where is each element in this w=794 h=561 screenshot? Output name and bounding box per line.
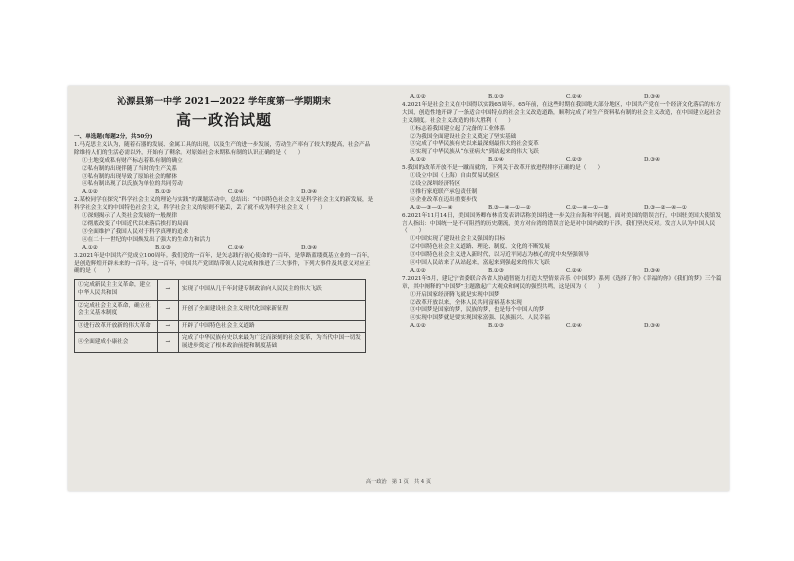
question-1 — [74, 142, 374, 197]
arrow-icon: → — [157, 280, 178, 300]
question-3-choices — [402, 94, 722, 102]
paper-title: 高一政治试题 — [175, 111, 272, 129]
choice-a: A.①② — [82, 189, 98, 196]
question-stem: 7.2021年5月，建记宁省委联合各省人协通智能力打造大型情景音乐《中国梦》系列《选择了你》《幸福的你》《我们的梦》三个篇章，其中阐释的“中国梦”主题激起广大观众和网民的强烈共鸣，这是因为（ ） — [402, 275, 722, 290]
table-row — [75, 333, 366, 353]
statement-option: ①土地变成私有财产标志着私有制的确立 — [82, 157, 183, 164]
question-2 — [74, 197, 374, 252]
choice-b: B.①③ — [488, 267, 504, 274]
answer-choices — [402, 205, 722, 213]
question-3 — [74, 253, 374, 354]
choice-c: C.②③ — [566, 157, 582, 164]
choice-d: D.③④ — [644, 94, 661, 100]
question-stem: 2.某校同学在探究“科学社会主义的理论与实践”的课题活动中，总结出：“中国特色社会主义是科学社会主义的新发展，是科学社会主义的中国特色社会主义，科学社会主义的原则不能丢，丢了就不成为科学社会主义（ ） — [74, 197, 374, 212]
choice-a: A.①② — [410, 267, 426, 274]
answer-choices — [74, 245, 374, 253]
table-row — [75, 320, 366, 333]
question-5 — [402, 165, 722, 212]
choice-c: C.②④ — [228, 244, 244, 251]
choice-d: D.③④ — [301, 244, 318, 251]
table-row — [75, 300, 366, 320]
question-stem: 5.我国的改革开放不是一蹴而就的，下列关于改革开放进程排序正确的是（ ） — [402, 165, 604, 172]
statement-option: ②彻底改变了中国近代以来落后挨打的局面 — [82, 220, 189, 227]
statement-option: ④私有制出现了以氏族为单位的共同劳动 — [82, 181, 183, 188]
meaning-cell: 完成了中华民族有史以来最为广泛而深刻的社会变革，为当代中国一切发展进步奠定了根本政治前提和制度基础 — [178, 333, 365, 353]
choice-c: C.②④ — [566, 267, 582, 274]
question-4 — [402, 102, 722, 165]
statement-option: ②私有制的出现伴随了当时的生产关系 — [82, 165, 178, 172]
statement-option: ④企业改革在迈出重要步伐 — [410, 196, 478, 203]
choice-a: A.②—③—①—④ — [410, 204, 453, 211]
event-cell: ②完成社会主义革命，确立社会主义基本制度 — [75, 300, 158, 320]
statement-option: ④中国人民站来了从站起来，富起来到强起来的伟大飞跃 — [410, 260, 550, 267]
choice-a: A.①② — [410, 323, 426, 330]
choice-b: B.①③ — [488, 323, 504, 330]
choice-a: A.①② — [82, 244, 98, 251]
statement-option: ②设立深圳经济特区 — [410, 180, 461, 187]
choice-a: A.①② — [410, 157, 426, 164]
right-column — [402, 94, 722, 331]
exam-paper — [68, 86, 729, 491]
choice-b: B.①③ — [155, 244, 171, 251]
choice-d: D.③④ — [644, 323, 661, 330]
section-heading: 一、单选题(每题2分，共50分) — [74, 134, 153, 140]
event-cell: ①完成新民主主义革命，建立中华人民共和国 — [75, 280, 158, 300]
choice-b: B.①④ — [488, 157, 504, 164]
statement-option: ③中国梦是国家的梦，民族的梦，也是每个中国人的梦 — [410, 307, 545, 314]
event-cell: ③进行改革开放新的伟大革命 — [75, 320, 158, 333]
statement-option: ④在二十一世纪的中国焕发出了强大的生命力和活力 — [82, 236, 211, 243]
choice-c: C.②④ — [566, 323, 582, 330]
choice-d: D.③—②—④—① — [644, 204, 687, 211]
choice-b: B.①③ — [155, 189, 171, 196]
choice-a: A.①② — [410, 94, 426, 100]
statement-option: ①设立中国（上海）自由贸易试验区 — [410, 173, 500, 180]
choice-d: D.③④ — [644, 157, 661, 164]
event-cell: ④全面建成小康社会 — [75, 333, 158, 353]
statement-option: ③全面维护了我国人民对于科学真理的追求 — [82, 228, 189, 235]
question-7 — [402, 276, 722, 331]
choice-d: D.③④ — [644, 267, 661, 274]
statement-option: ③私有制的出现导致了原始社会的解体 — [82, 173, 178, 180]
meaning-cell: 实现了中国从几千年封建专制政治向人民民主的伟大飞跃 — [178, 280, 365, 300]
choice-c: C.②—④—①—③ — [566, 204, 609, 211]
arrow-icon: → — [157, 333, 178, 353]
question-stem: 3.2021年是中国共产党成立100周年。我们党的一百年，是矢志践行初心使命的一百年，是筚路蓝缕奠基立业的一百年，是创造辉煌开辟未来的一百年。这一百年，中国共产党团结带领人民完成和推进了三大事件，下列大事件及其意义对应正确的是（ ） — [74, 252, 373, 275]
meaning-cell: 开辟了中国特色社会主义道路 — [178, 320, 365, 333]
answer-choices — [402, 268, 722, 276]
statement-option: ④实现中国梦就是要实现国家富强、民族振兴、人民幸福 — [410, 315, 550, 322]
table-row — [75, 280, 366, 300]
choice-c: C.②④ — [566, 94, 582, 100]
statement-option: ④实现了中华民族从“东亚病夫”到站起来的伟大飞跃 — [410, 149, 539, 156]
choice-b: B.①③ — [488, 94, 504, 100]
left-column — [74, 94, 374, 353]
choice-d: D.③④ — [301, 189, 318, 196]
statement-option: ①标志着我国建立起了完备的工业体系 — [410, 125, 506, 132]
statement-option: ②改革开放以来，全体人民共同富裕基本实现 — [410, 299, 522, 306]
statement-option: ③推行家庭联产承包责任制 — [410, 188, 478, 195]
meaning-cell: 开创了全面建设社会主义现代化国家新征程 — [178, 300, 365, 320]
statement-option: ③中国特色社会主义进入新时代，以习近平同志为核心的党中央坚强领导 — [410, 252, 590, 259]
statement-option: ②为我国全面建设社会主义奠定了坚实基础 — [410, 133, 517, 140]
school-header: 沁源县第一中学 2021—2022 学年度第一学期期末 — [117, 96, 331, 107]
statement-option: ①开启国家经济腾飞就是实现中国梦 — [410, 291, 500, 298]
question-stem: 6.2021年11月14日，美国国务卿布林肯发表讲话称美国将进一步关注台海和平问题，面对美国的错误言行，中国驻美国大使馆发言人指出：中国统一是不可阻挡的历史潮流，美方对台湾的错误言论是对中国内政的干涉，我们坚决反对。发言人认为中国人民（ ） — [402, 212, 722, 235]
arrow-icon: → — [157, 320, 178, 333]
statement-option: ①深刻揭示了人类社会发展的一般规律 — [82, 213, 178, 220]
event-meaning-table — [74, 279, 366, 353]
statement-option: ②中国特色社会主义道路、理论、制度、文化的不断发展 — [410, 244, 550, 251]
choice-c: C.②④ — [228, 189, 244, 196]
page-footer: 高一政治 第 1 页 共 4 页 — [365, 479, 432, 485]
question-stem: 4.2021年是社会主义在中国得以实践65周年。65年前，在这些时期在我国绝大部分地区，中国共产党在一个经济文化落后的东方大国，创造性地开辟了一条适合中国特点的社会主义改造道路，顺利完成了对生产资料私有制的社会主义改造，在中国建立起社会主义制度。社会主义改造的伟大胜利（ ） — [402, 101, 722, 124]
statement-option: ③完成了中华民族有史以来最深刻最伟大的社会变革 — [410, 141, 539, 148]
arrow-icon: → — [157, 300, 178, 320]
statement-option: ①中国实现了建设社会主义强国的目标 — [410, 236, 506, 243]
question-6 — [402, 213, 722, 276]
answer-choices — [402, 323, 722, 331]
answer-choices — [402, 157, 722, 165]
choice-b: B.③—④—①—② — [488, 204, 531, 211]
question-stem: 1.马克思主义认为，随着石器的发展、金属工具的出现，以及生产的进一步发展，劳动生产率有了较大的提高，社会产品除维持人们的生活必需以外，开始有了剩余。对原始社会末期私有制的认识正确的是（ ） — [74, 141, 371, 156]
